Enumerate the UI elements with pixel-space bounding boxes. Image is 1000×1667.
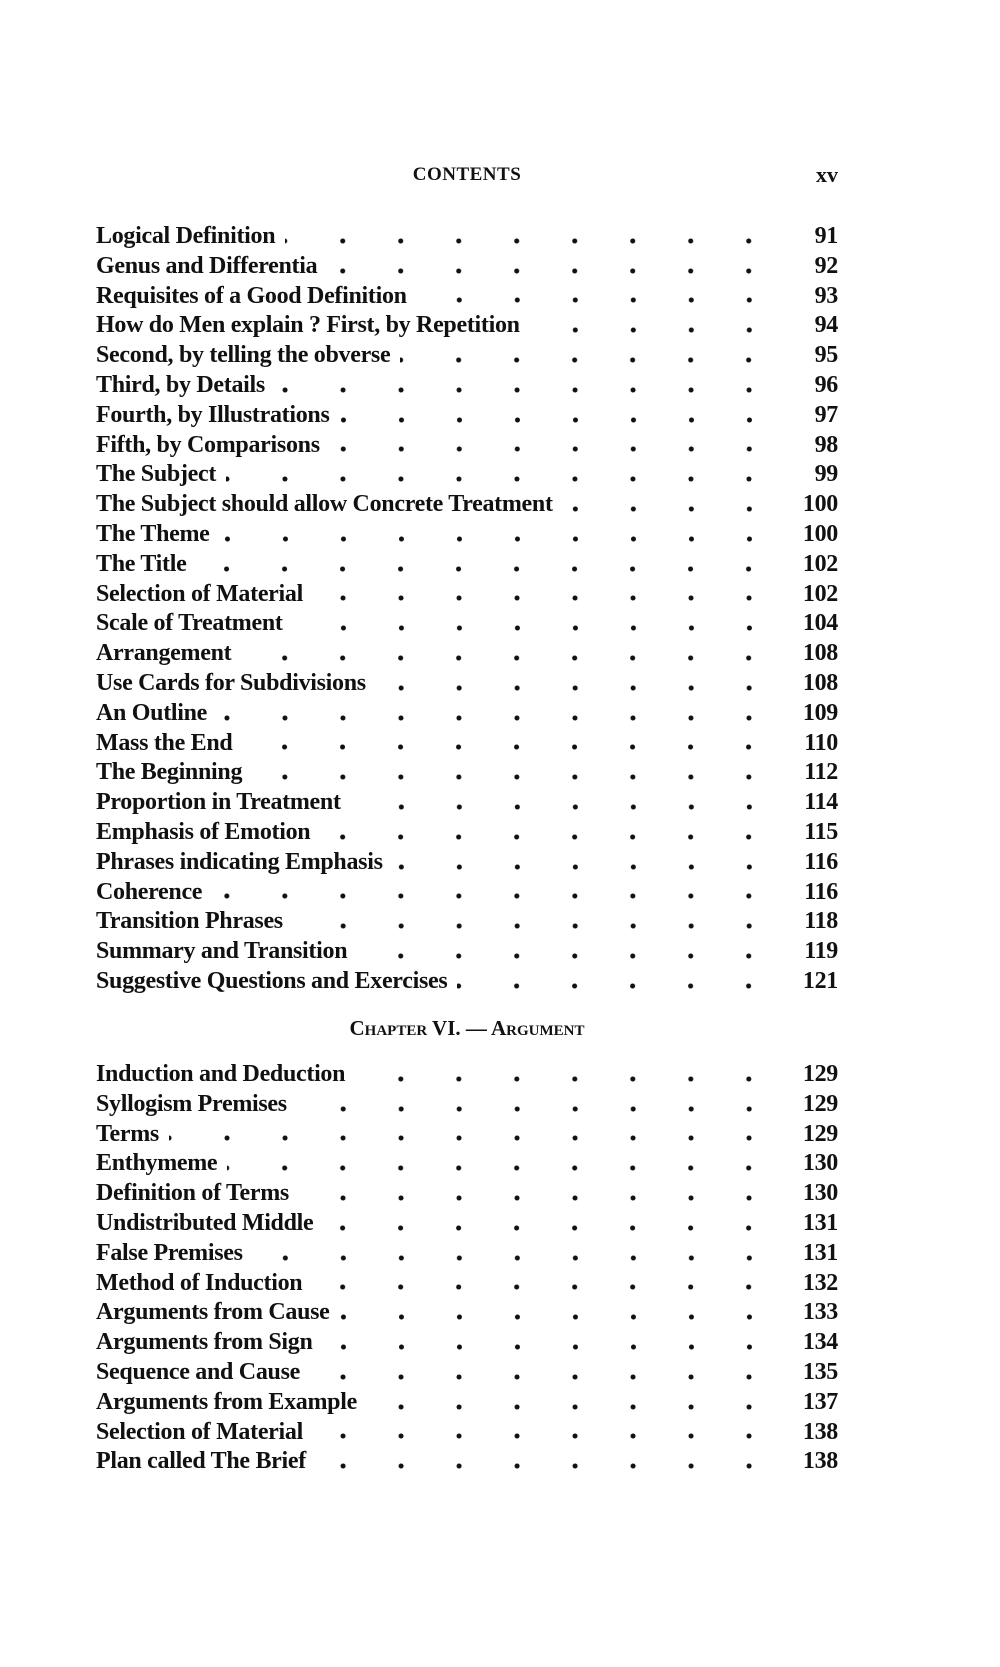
toc-entry bbox=[96, 1090, 838, 1120]
toc-entry bbox=[96, 818, 838, 848]
dot-leader bbox=[169, 1120, 778, 1150]
entry-page: 100 bbox=[802, 491, 838, 518]
entry-page: 99 bbox=[814, 461, 838, 488]
dot-leader bbox=[340, 1298, 778, 1328]
entry-page: 109 bbox=[802, 699, 838, 726]
entry-title: Arguments from Cause bbox=[96, 1299, 330, 1326]
toc-entry bbox=[96, 341, 838, 371]
toc-entry bbox=[96, 609, 838, 639]
entry-page: 130 bbox=[802, 1150, 838, 1177]
entry-title: The Theme bbox=[96, 520, 210, 547]
entry-title: An Outline bbox=[96, 699, 208, 726]
entry-title: The Subject should allow Concrete Treatment bbox=[96, 491, 553, 518]
entry-title: Fifth, by Comparisons bbox=[96, 431, 320, 458]
toc-entry bbox=[96, 639, 838, 669]
toc-entry bbox=[96, 1269, 838, 1299]
page-number: xv bbox=[816, 162, 838, 187]
entry-title: Scale of Treatment bbox=[96, 610, 283, 637]
dot-leader bbox=[393, 848, 778, 878]
entry-page: 129 bbox=[802, 1120, 838, 1147]
entry-page: 134 bbox=[802, 1329, 838, 1356]
toc-entry bbox=[96, 1239, 838, 1269]
toc-entry bbox=[96, 1388, 838, 1418]
entry-page: 110 bbox=[804, 729, 838, 756]
entry-title: Transition Phrases bbox=[96, 908, 283, 935]
toc-entry bbox=[96, 1298, 838, 1328]
entry-title: Suggestive Questions and Exercises bbox=[96, 967, 448, 994]
toc-entry bbox=[96, 1060, 838, 1090]
dot-leader bbox=[293, 907, 778, 937]
entry-page: 97 bbox=[814, 401, 838, 428]
entry-page: 130 bbox=[802, 1180, 838, 1207]
entry-page: 131 bbox=[802, 1209, 838, 1236]
entry-title: Definition of Terms bbox=[96, 1180, 289, 1207]
entry-title: Requisites of a Good Definition bbox=[96, 282, 407, 309]
entry-page: 98 bbox=[814, 431, 838, 458]
toc-entry bbox=[96, 758, 838, 788]
dot-leader bbox=[323, 1328, 778, 1358]
dot-leader bbox=[196, 550, 778, 580]
entry-title: Fourth, by Illustrations bbox=[96, 401, 330, 428]
entry-title: Coherence bbox=[96, 878, 203, 905]
entry-page: 129 bbox=[802, 1090, 838, 1117]
entry-page: 138 bbox=[802, 1448, 838, 1475]
toc-entry bbox=[96, 878, 838, 908]
entry-title: Plan called The Brief bbox=[96, 1448, 306, 1475]
entry-title: The Title bbox=[96, 550, 187, 577]
entry-page: 93 bbox=[814, 282, 838, 309]
entry-title: Arguments from Sign bbox=[96, 1329, 313, 1356]
toc-entry bbox=[96, 550, 838, 580]
entry-title: Phrases indicating Emphasis bbox=[96, 848, 383, 875]
dot-leader bbox=[310, 1358, 778, 1388]
entry-title: Enthymeme bbox=[96, 1150, 218, 1177]
entry-page: 96 bbox=[814, 371, 838, 398]
dot-leader bbox=[217, 699, 778, 729]
entry-page: 114 bbox=[804, 789, 838, 816]
entry-title: Genus and Differentia bbox=[96, 252, 318, 279]
entry-page: 116 bbox=[804, 848, 838, 875]
entry-title: Arguments from Example bbox=[96, 1388, 357, 1415]
toc-section-2 bbox=[96, 1060, 838, 1477]
dot-leader bbox=[313, 1418, 778, 1448]
entry-title: Logical Definition bbox=[96, 223, 276, 249]
entry-title: Selection of Material bbox=[96, 1418, 303, 1445]
toc-entry bbox=[96, 1120, 838, 1150]
entry-title: The Subject bbox=[96, 461, 217, 488]
entry-page: 135 bbox=[802, 1358, 838, 1385]
dot-leader bbox=[357, 937, 778, 967]
entry-page: 119 bbox=[804, 938, 838, 965]
entry-page: 137 bbox=[802, 1388, 838, 1415]
entry-title: Mass the End bbox=[96, 729, 233, 756]
toc-entry bbox=[96, 1447, 838, 1477]
toc-entry bbox=[96, 311, 838, 341]
dot-leader bbox=[220, 520, 778, 550]
entry-page: 118 bbox=[804, 908, 838, 935]
entry-title: Method of Induction bbox=[96, 1269, 303, 1296]
dot-leader bbox=[297, 1090, 778, 1120]
entry-page: 112 bbox=[804, 759, 838, 786]
dot-leader bbox=[367, 1388, 778, 1418]
toc-entry bbox=[96, 1149, 838, 1179]
toc-entry bbox=[96, 848, 838, 878]
dot-leader bbox=[351, 788, 778, 818]
entry-title: Emphasis of Emotion bbox=[96, 818, 311, 845]
dot-leader bbox=[253, 1239, 778, 1269]
toc-entry bbox=[96, 252, 838, 282]
dot-leader bbox=[563, 490, 778, 520]
dot-leader bbox=[327, 252, 778, 282]
dot-leader bbox=[530, 311, 778, 341]
dot-leader bbox=[376, 669, 778, 699]
toc-entry bbox=[96, 222, 838, 252]
toc-entry bbox=[96, 967, 838, 997]
entry-title: Second, by telling the obverse bbox=[96, 342, 391, 369]
toc-entry bbox=[96, 460, 838, 490]
entry-title: Induction and Deduction bbox=[96, 1061, 346, 1087]
entry-title: Use Cards for Subdivisions bbox=[96, 669, 366, 696]
dot-leader bbox=[340, 401, 778, 431]
dot-leader bbox=[320, 818, 778, 848]
entry-page: 95 bbox=[814, 342, 838, 369]
entry-title: False Premises bbox=[96, 1239, 243, 1266]
dot-leader bbox=[316, 1447, 778, 1477]
entry-title: Third, by Details bbox=[96, 371, 265, 398]
entry-title: Undistributed Middle bbox=[96, 1209, 314, 1236]
chapter-heading: Chapter VI. — Argument bbox=[349, 1016, 585, 1040]
dot-leader bbox=[355, 1060, 778, 1090]
toc-entry bbox=[96, 431, 838, 461]
dot-leader bbox=[275, 371, 778, 401]
entry-page: 100 bbox=[802, 520, 838, 547]
entry-page: 108 bbox=[802, 669, 838, 696]
entry-page: 102 bbox=[802, 550, 838, 577]
entry-page: 132 bbox=[802, 1269, 838, 1296]
running-header bbox=[96, 164, 838, 194]
dot-leader bbox=[457, 967, 778, 997]
entry-title: Sequence and Cause bbox=[96, 1358, 300, 1385]
toc-entry bbox=[96, 520, 838, 550]
header-title: CONTENTS bbox=[412, 164, 522, 185]
entry-page: 131 bbox=[802, 1239, 838, 1266]
toc-entry bbox=[96, 490, 838, 520]
toc-entry bbox=[96, 907, 838, 937]
entry-page: 121 bbox=[802, 967, 838, 994]
entry-page: 92 bbox=[814, 252, 838, 279]
toc-entry bbox=[96, 1328, 838, 1358]
dot-leader bbox=[227, 1149, 778, 1179]
dot-leader bbox=[241, 639, 778, 669]
entry-page: 116 bbox=[804, 878, 838, 905]
dot-leader bbox=[293, 609, 778, 639]
entry-page: 129 bbox=[802, 1061, 838, 1087]
toc-entry bbox=[96, 1179, 838, 1209]
toc-entry bbox=[96, 1358, 838, 1388]
entry-page: 133 bbox=[802, 1299, 838, 1326]
entry-title: Selection of Material bbox=[96, 580, 303, 607]
entry-page: 108 bbox=[802, 640, 838, 667]
entry-page: 91 bbox=[814, 223, 838, 249]
dot-leader bbox=[400, 341, 778, 371]
dot-leader bbox=[285, 222, 778, 252]
toc-entry bbox=[96, 580, 838, 610]
dot-leader bbox=[313, 580, 778, 610]
entry-page: 138 bbox=[802, 1418, 838, 1445]
toc-entry bbox=[96, 788, 838, 818]
entry-title: How do Men explain ? First, by Repetition bbox=[96, 312, 520, 339]
toc-entry bbox=[96, 1418, 838, 1448]
toc-entry bbox=[96, 401, 838, 431]
entry-title: Terms bbox=[96, 1120, 159, 1147]
dot-leader bbox=[330, 431, 778, 461]
entry-page: 102 bbox=[802, 580, 838, 607]
dot-leader bbox=[299, 1179, 778, 1209]
toc-entry bbox=[96, 282, 838, 312]
dot-leader bbox=[252, 758, 778, 788]
toc-entry bbox=[96, 1209, 838, 1239]
toc-entry bbox=[96, 729, 838, 759]
entry-title: Summary and Transition bbox=[96, 938, 348, 965]
entry-page: 104 bbox=[802, 610, 838, 637]
entry-title: Proportion in Treatment bbox=[96, 789, 341, 816]
toc-entry bbox=[96, 937, 838, 967]
entry-title: Arrangement bbox=[96, 640, 232, 667]
dot-leader bbox=[226, 460, 778, 490]
entry-title: Syllogism Premises bbox=[96, 1090, 287, 1117]
toc-entry bbox=[96, 699, 838, 729]
dot-leader bbox=[417, 282, 778, 312]
toc-section-1 bbox=[96, 222, 838, 997]
toc-entry bbox=[96, 371, 838, 401]
toc-entry bbox=[96, 669, 838, 699]
dot-leader bbox=[312, 1269, 778, 1299]
dot-leader bbox=[323, 1209, 778, 1239]
entry-page: 115 bbox=[804, 818, 838, 845]
entry-title: The Beginning bbox=[96, 759, 243, 786]
dot-leader bbox=[212, 878, 778, 908]
dot-leader bbox=[242, 729, 778, 759]
entry-page: 94 bbox=[814, 312, 838, 339]
